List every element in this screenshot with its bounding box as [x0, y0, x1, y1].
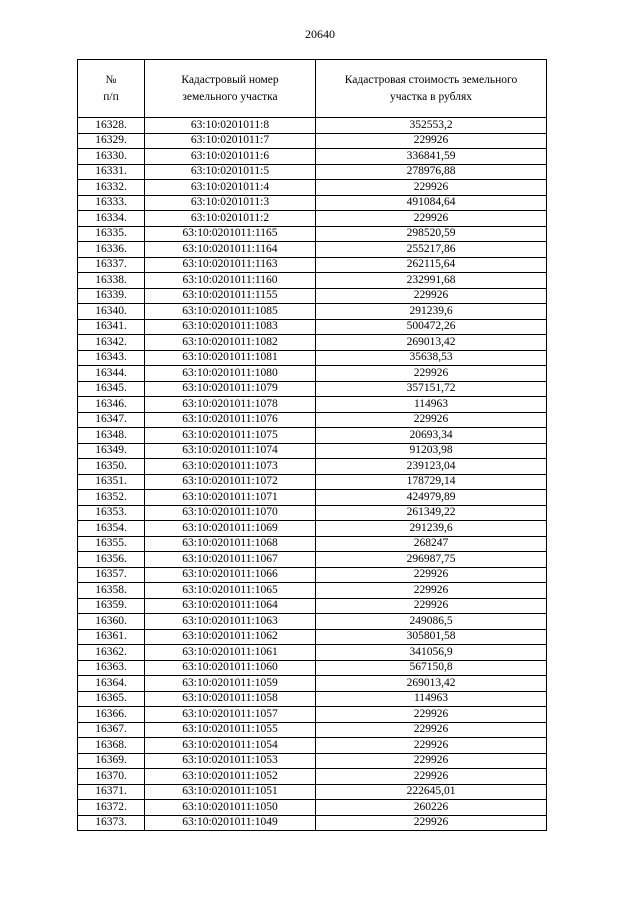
table-row — [78, 164, 547, 180]
cadastral-value-cell: 20693,34 — [316, 428, 547, 444]
row-number-cell: 16371. — [78, 784, 145, 800]
table-header — [78, 60, 547, 118]
table-row — [78, 722, 547, 738]
cadastral-value-cell: 424979,89 — [316, 490, 547, 506]
cadastral-number-cell: 63:10:0201011:1051 — [145, 784, 316, 800]
row-number-cell: 16373. — [78, 815, 145, 831]
table-row — [78, 273, 547, 289]
table-row — [78, 288, 547, 304]
row-number-cell: 16363. — [78, 660, 145, 676]
cadastral-number-cell: 63:10:0201011:1165 — [145, 226, 316, 242]
cadastral-value-cell: 291239,6 — [316, 304, 547, 320]
row-number-cell: 16346. — [78, 397, 145, 413]
cadastral-value-cell: 229926 — [316, 722, 547, 738]
table-row — [78, 738, 547, 754]
cadastral-value-cell: 269013,42 — [316, 676, 547, 692]
table-row — [78, 474, 547, 490]
table-row — [78, 583, 547, 599]
cadastral-value-cell: 91203,98 — [316, 443, 547, 459]
page-number: 20640 — [305, 27, 335, 41]
cadastral-number-cell: 63:10:0201011:6 — [145, 149, 316, 165]
row-number-cell: 16336. — [78, 242, 145, 258]
cadastral-number-cell: 63:10:0201011:1053 — [145, 753, 316, 769]
row-number-cell: 16362. — [78, 645, 145, 661]
table-row — [78, 242, 547, 258]
table-row — [78, 521, 547, 537]
header-cadastral-value: Кадастровая стоимость земельного участка в рублях — [316, 60, 547, 118]
table-row — [78, 660, 547, 676]
table-row — [78, 598, 547, 614]
header-cadastral-number: Кадастровый номер земельного участка — [145, 60, 316, 118]
cadastral-number-cell: 63:10:0201011:1049 — [145, 815, 316, 831]
row-number-cell: 16350. — [78, 459, 145, 475]
row-number-cell: 16353. — [78, 505, 145, 521]
cadastral-value-cell: 232991,68 — [316, 273, 547, 289]
cadastral-value-cell: 114963 — [316, 397, 547, 413]
table-row — [78, 412, 547, 428]
cadastral-value-cell: 268247 — [316, 536, 547, 552]
row-number-cell: 16338. — [78, 273, 145, 289]
cadastral-value-cell: 500472,26 — [316, 319, 547, 335]
cadastral-number-cell: 63:10:0201011:8 — [145, 118, 316, 134]
table-row — [78, 552, 547, 568]
row-number-cell: 16349. — [78, 443, 145, 459]
table-row — [78, 366, 547, 382]
table-row — [78, 614, 547, 630]
cadastral-number-cell: 63:10:0201011:1066 — [145, 567, 316, 583]
cadastral-number-cell: 63:10:0201011:1062 — [145, 629, 316, 645]
cadastral-number-cell: 63:10:0201011:1075 — [145, 428, 316, 444]
cadastral-number-cell: 63:10:0201011:1076 — [145, 412, 316, 428]
cadastral-number-cell: 63:10:0201011:1063 — [145, 614, 316, 630]
cadastral-value-cell: 229926 — [316, 133, 547, 149]
cadastral-value-cell: 229926 — [316, 707, 547, 723]
table-row — [78, 304, 547, 320]
table-row — [78, 149, 547, 165]
cadastral-number-cell: 63:10:0201011:1073 — [145, 459, 316, 475]
row-number-cell: 16339. — [78, 288, 145, 304]
row-number-cell: 16360. — [78, 614, 145, 630]
row-number-cell: 16344. — [78, 366, 145, 382]
cadastral-value-cell: 229926 — [316, 583, 547, 599]
table-row — [78, 676, 547, 692]
table-row — [78, 753, 547, 769]
cadastral-value-cell: 229926 — [316, 815, 547, 831]
row-number-cell: 16361. — [78, 629, 145, 645]
table-row — [78, 505, 547, 521]
row-number-cell: 16341. — [78, 319, 145, 335]
table-row — [78, 257, 547, 273]
cadastral-value-cell: 352553,2 — [316, 118, 547, 134]
cadastral-value-cell: 278976,88 — [316, 164, 547, 180]
table-row — [78, 707, 547, 723]
cadastral-number-cell: 63:10:0201011:1160 — [145, 273, 316, 289]
cadastral-number-cell: 63:10:0201011:1155 — [145, 288, 316, 304]
cadastral-value-cell: 260226 — [316, 800, 547, 816]
cadastral-value-cell: 567150,8 — [316, 660, 547, 676]
row-number-cell: 16359. — [78, 598, 145, 614]
cadastral-number-cell: 63:10:0201011:5 — [145, 164, 316, 180]
table-row — [78, 319, 547, 335]
cadastral-number-cell: 63:10:0201011:4 — [145, 180, 316, 196]
table-row — [78, 335, 547, 351]
row-number-cell: 16343. — [78, 350, 145, 366]
row-number-cell: 16355. — [78, 536, 145, 552]
cadastral-value-cell: 298520,59 — [316, 226, 547, 242]
cadastral-number-cell: 63:10:0201011:1050 — [145, 800, 316, 816]
table-row — [78, 459, 547, 475]
cadastral-number-cell: 63:10:0201011:1082 — [145, 335, 316, 351]
cadastral-number-cell: 63:10:0201011:2 — [145, 211, 316, 227]
row-number-cell: 16348. — [78, 428, 145, 444]
row-number-cell: 16351. — [78, 474, 145, 490]
cadastral-value-cell: 261349,22 — [316, 505, 547, 521]
cadastral-number-cell: 63:10:0201011:1080 — [145, 366, 316, 382]
table-row — [78, 815, 547, 831]
cadastral-number-cell: 63:10:0201011:1060 — [145, 660, 316, 676]
table-row — [78, 226, 547, 242]
row-number-cell: 16329. — [78, 133, 145, 149]
table-row — [78, 629, 547, 645]
cadastral-value-cell: 229926 — [316, 288, 547, 304]
cadastral-number-cell: 63:10:0201011:1055 — [145, 722, 316, 738]
cadastral-number-cell: 63:10:0201011:1163 — [145, 257, 316, 273]
table-row — [78, 536, 547, 552]
row-number-cell: 16367. — [78, 722, 145, 738]
cadastral-number-cell: 63:10:0201011:1081 — [145, 350, 316, 366]
cadastral-value-cell: 341056,9 — [316, 645, 547, 661]
cadastral-number-cell: 63:10:0201011:1054 — [145, 738, 316, 754]
cadastral-number-cell: 63:10:0201011:1064 — [145, 598, 316, 614]
cadastral-value-cell: 229926 — [316, 412, 547, 428]
table-row — [78, 381, 547, 397]
cadastral-number-cell: 63:10:0201011:1085 — [145, 304, 316, 320]
row-number-cell: 16342. — [78, 335, 145, 351]
table-row — [78, 567, 547, 583]
cadastral-number-cell: 63:10:0201011:1070 — [145, 505, 316, 521]
cadastral-number-cell: 63:10:0201011:1071 — [145, 490, 316, 506]
cadastral-number-cell: 63:10:0201011:3 — [145, 195, 316, 211]
cadastral-value-cell: 229926 — [316, 738, 547, 754]
row-number-cell: 16345. — [78, 381, 145, 397]
row-number-cell: 16354. — [78, 521, 145, 537]
cadastral-value-cell: 255217,86 — [316, 242, 547, 258]
cadastral-number-cell: 63:10:0201011:1083 — [145, 319, 316, 335]
cadastral-value-cell: 229926 — [316, 598, 547, 614]
cadastral-number-cell: 63:10:0201011:1052 — [145, 769, 316, 785]
row-number-cell: 16328. — [78, 118, 145, 134]
cadastral-number-cell: 63:10:0201011:1067 — [145, 552, 316, 568]
cadastral-value-cell: 239123,04 — [316, 459, 547, 475]
cadastral-number-cell: 63:10:0201011:1059 — [145, 676, 316, 692]
row-number-cell: 16364. — [78, 676, 145, 692]
row-number-cell: 16370. — [78, 769, 145, 785]
cadastral-number-cell: 63:10:0201011:1072 — [145, 474, 316, 490]
table-row — [78, 211, 547, 227]
cadastral-value-cell: 305801,58 — [316, 629, 547, 645]
row-number-cell: 16369. — [78, 753, 145, 769]
cadastral-value-cell: 229926 — [316, 366, 547, 382]
row-number-cell: 16356. — [78, 552, 145, 568]
cadastral-value-cell: 229926 — [316, 769, 547, 785]
table-row — [78, 118, 547, 134]
cadastral-number-cell: 63:10:0201011:1079 — [145, 381, 316, 397]
cadastral-value-cell: 357151,72 — [316, 381, 547, 397]
table-row — [78, 180, 547, 196]
cadastral-value-table — [77, 59, 547, 831]
table-row — [78, 350, 547, 366]
cadastral-number-cell: 63:10:0201011:1164 — [145, 242, 316, 258]
row-number-cell: 16330. — [78, 149, 145, 165]
table-row — [78, 490, 547, 506]
cadastral-value-cell: 291239,6 — [316, 521, 547, 537]
cadastral-number-cell: 63:10:0201011:7 — [145, 133, 316, 149]
row-number-cell: 16366. — [78, 707, 145, 723]
cadastral-number-cell: 63:10:0201011:1058 — [145, 691, 316, 707]
row-number-cell: 16334. — [78, 211, 145, 227]
cadastral-value-cell: 491084,64 — [316, 195, 547, 211]
cadastral-number-cell: 63:10:0201011:1069 — [145, 521, 316, 537]
row-number-cell: 16340. — [78, 304, 145, 320]
cadastral-number-cell: 63:10:0201011:1068 — [145, 536, 316, 552]
table-body — [78, 118, 547, 831]
row-number-cell: 16347. — [78, 412, 145, 428]
row-number-cell: 16332. — [78, 180, 145, 196]
cadastral-value-cell: 229926 — [316, 567, 547, 583]
header-row — [78, 60, 547, 118]
cadastral-value-cell: 222645,01 — [316, 784, 547, 800]
header-row-number: № п/п — [78, 60, 145, 118]
cadastral-number-cell: 63:10:0201011:1074 — [145, 443, 316, 459]
row-number-cell: 16358. — [78, 583, 145, 599]
cadastral-value-cell: 35638,53 — [316, 350, 547, 366]
table-row — [78, 784, 547, 800]
row-number-cell: 16337. — [78, 257, 145, 273]
cadastral-value-cell: 229926 — [316, 180, 547, 196]
row-number-cell: 16372. — [78, 800, 145, 816]
table-row — [78, 800, 547, 816]
cadastral-number-cell: 63:10:0201011:1078 — [145, 397, 316, 413]
table-row — [78, 428, 547, 444]
cadastral-value-cell: 269013,42 — [316, 335, 547, 351]
table-row — [78, 133, 547, 149]
table-row — [78, 691, 547, 707]
row-number-cell: 16357. — [78, 567, 145, 583]
cadastral-value-cell: 249086,5 — [316, 614, 547, 630]
cadastral-value-cell: 296987,75 — [316, 552, 547, 568]
cadastral-value-cell: 262115,64 — [316, 257, 547, 273]
row-number-cell: 16335. — [78, 226, 145, 242]
cadastral-number-cell: 63:10:0201011:1061 — [145, 645, 316, 661]
row-number-cell: 16352. — [78, 490, 145, 506]
table-row — [78, 443, 547, 459]
row-number-cell: 16368. — [78, 738, 145, 754]
cadastral-value-cell: 114963 — [316, 691, 547, 707]
row-number-cell: 16333. — [78, 195, 145, 211]
cadastral-number-cell: 63:10:0201011:1065 — [145, 583, 316, 599]
cadastral-value-cell: 229926 — [316, 211, 547, 227]
cadastral-value-cell: 229926 — [316, 753, 547, 769]
cadastral-value-cell: 178729,14 — [316, 474, 547, 490]
row-number-cell: 16365. — [78, 691, 145, 707]
table-row — [78, 769, 547, 785]
table-row — [78, 397, 547, 413]
row-number-cell: 16331. — [78, 164, 145, 180]
cadastral-value-cell: 336841,59 — [316, 149, 547, 165]
cadastral-number-cell: 63:10:0201011:1057 — [145, 707, 316, 723]
table-row — [78, 195, 547, 211]
table-row — [78, 645, 547, 661]
